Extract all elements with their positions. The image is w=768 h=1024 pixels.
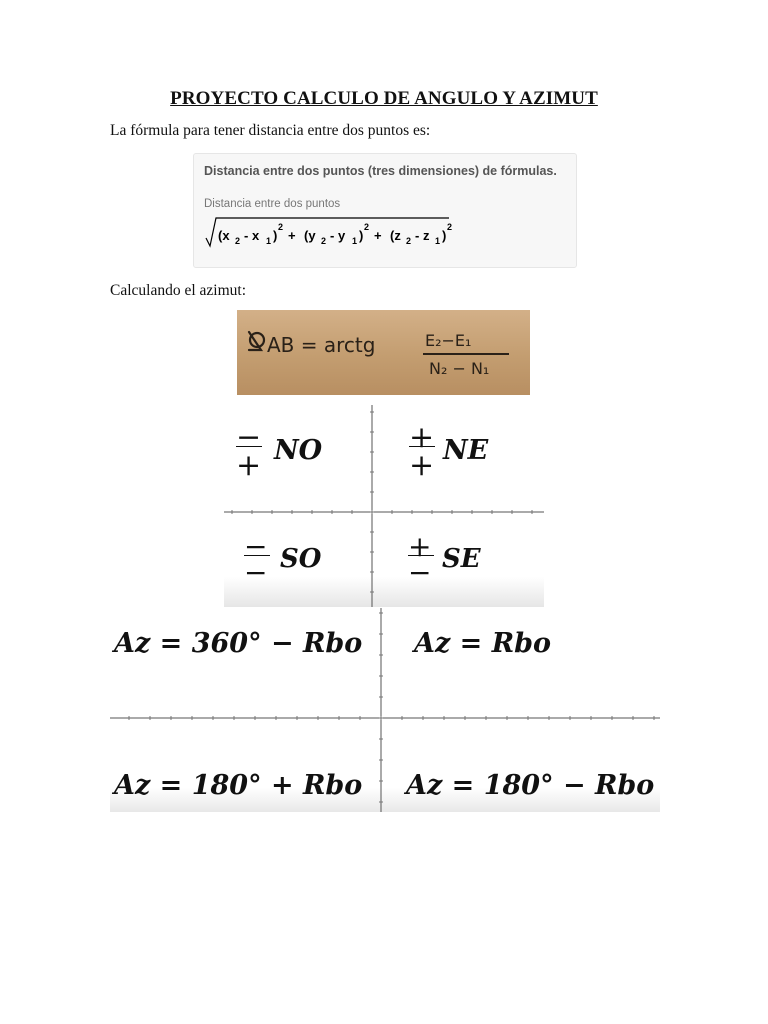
rule-nw: Az = 360° − Rbo	[114, 628, 363, 659]
quadrant-nw	[236, 420, 366, 493]
se-sign-bottom: −	[408, 556, 432, 589]
svg-text:- x: - x	[244, 228, 260, 243]
nw-label: NO	[274, 435, 323, 466]
ne-sign-bottom: +	[409, 448, 435, 483]
svg-text:1: 1	[352, 236, 358, 246]
azimut-intro: Calculando el azimut:	[110, 282, 247, 299]
rule-se: Az = 180° − Rbo	[406, 770, 655, 801]
svg-text:2: 2	[321, 236, 327, 246]
svg-text:+: +	[288, 228, 296, 243]
svg-text:(x: (x	[218, 228, 230, 243]
svg-text:N₂ − N₁: N₂ − N₁	[429, 359, 490, 378]
svg-text:): )	[273, 228, 278, 243]
quadrant-signs-diagram	[224, 405, 544, 607]
handwritten-azimuth-formula	[237, 310, 530, 395]
svg-text:2: 2	[235, 236, 241, 246]
sw-sign-bottom: −	[244, 556, 268, 589]
sw-sign-top: −	[244, 530, 268, 563]
svg-text:2: 2	[278, 222, 284, 232]
document-title: PROYECTO CALCULO DE ANGULO Y AZIMUT	[170, 88, 598, 109]
svg-text:(z: (z	[390, 228, 401, 243]
nw-sign-top: −	[236, 420, 262, 455]
svg-text:1: 1	[266, 236, 272, 246]
formula-box-subheading: Distancia entre dos puntos	[204, 198, 341, 210]
svg-text:(y: (y	[304, 228, 316, 243]
sw-label: SO	[280, 544, 322, 574]
rule-sw: Az = 180° + Rbo	[114, 770, 363, 801]
se-label: SE	[442, 544, 481, 574]
svg-text:- z: - z	[415, 228, 430, 243]
svg-text:AB = arctg: AB = arctg	[267, 333, 376, 357]
svg-text:2: 2	[406, 236, 412, 246]
svg-text:1: 1	[435, 236, 441, 246]
distance-intro: La fórmula para tener distancia entre dos puntos es:	[110, 122, 431, 139]
svg-text:2: 2	[364, 222, 370, 232]
svg-text:E₂−E₁: E₂−E₁	[425, 331, 472, 350]
svg-text:): )	[442, 228, 447, 243]
quadrant-se	[408, 530, 538, 603]
distance-formula	[204, 216, 534, 252]
ne-label: NE	[443, 435, 489, 466]
svg-text:2: 2	[447, 222, 453, 232]
rule-ne: Az = Rbo	[414, 628, 552, 659]
ne-sign-top: +	[409, 420, 435, 455]
quadrant-sw	[244, 530, 364, 603]
azimuth-rules-diagram	[110, 608, 660, 812]
nw-sign-bottom: +	[236, 448, 262, 483]
svg-text:+: +	[374, 228, 382, 243]
formula-box-heading: Distancia entre dos puntos (tres dimensiones) de fórmulas.	[204, 164, 557, 178]
svg-text:- y: - y	[330, 228, 346, 243]
quadrant-ne	[409, 420, 539, 493]
distance-formula-box	[193, 153, 577, 268]
se-sign-top: +	[408, 530, 432, 563]
svg-text:): )	[359, 228, 364, 243]
